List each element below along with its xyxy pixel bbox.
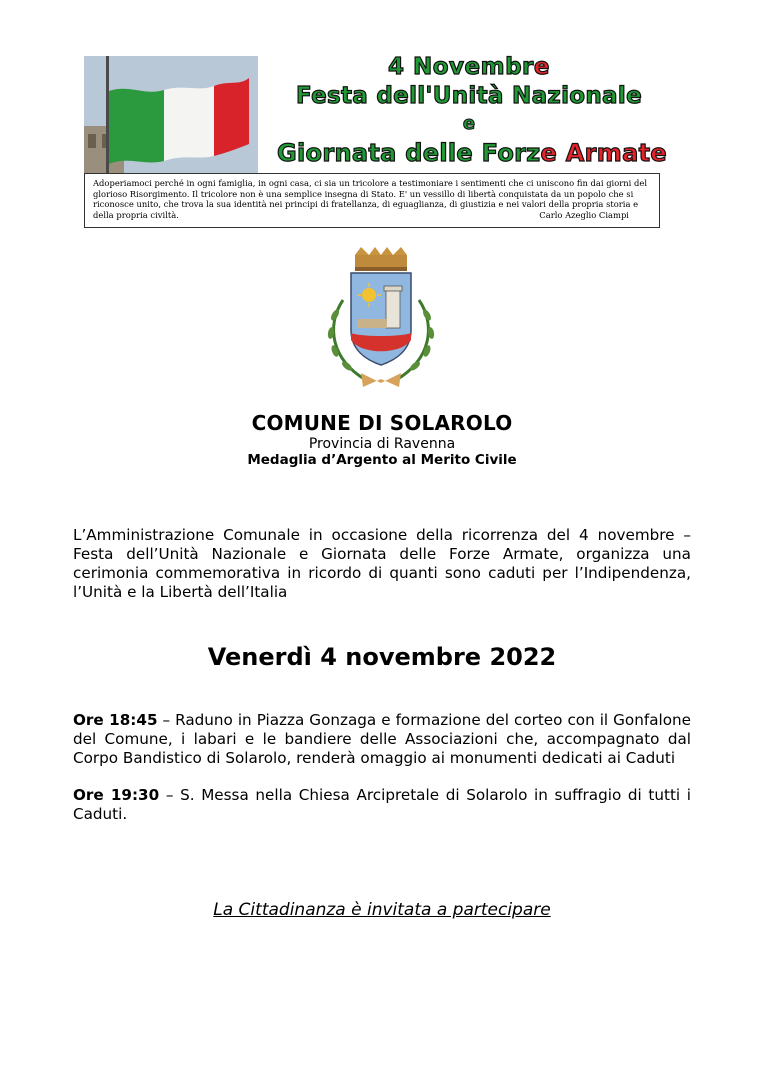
schedule-text: – S. Messa nella Chiesa Arcipretale di Solarolo in suffragio di tutti i Caduti. — [73, 786, 691, 823]
event-date: Venerdì 4 novembre 2022 — [207, 643, 557, 671]
headline-giornata: Giornata delle Forze Armate — [277, 139, 667, 167]
headline — [264, 56, 674, 173]
quote-box — [84, 173, 660, 228]
schedule-item — [73, 786, 691, 824]
medal-honor: Medaglia d’Argento al Merito Civile — [247, 452, 517, 468]
closing-invitation: La Cittadinanza è invitata a partecipare — [213, 900, 551, 920]
quote-text: Adoperiamoci perché in ogni famiglia, in ogni casa, ci sia un tricolore a testimoniare i sentimenti che ci uniscono fin dai giorni del glorioso Risorgimento. Il tricolore non è una semplice insegna di Stato. E' un vessillo di libertà conquistata da un popolo che si riconosce unito, che trova la sua identità nei principi di fratellanza, di eguaglianza, di giustizia e nei valori della propria storia e della propria civiltà. — [93, 178, 648, 220]
header-banner — [84, 54, 667, 230]
schedule-time: Ore 19:30 — [73, 786, 160, 804]
schedule-item — [73, 711, 691, 768]
headline-date: 4 Novembre — [387, 54, 551, 80]
coat-of-arms — [321, 245, 441, 390]
municipality-name: COMUNE DI SOLAROLO — [251, 411, 513, 435]
schedule-time: Ore 18:45 — [73, 711, 158, 729]
quote-author: Carlo Azeglio Ciampi — [539, 210, 629, 220]
province: Provincia di Ravenna — [308, 436, 456, 452]
headline-conjunction: e — [462, 113, 476, 134]
italian-flag-photo — [84, 56, 258, 173]
headline-festa: Festa dell'Unità Nazionale — [296, 83, 642, 109]
schedule-text: – Raduno in Piazza Gonzaga e formazione del corteo con il Gonfalone del Comune, i labari e le bandiere delle Associazioni che, accompagnato dal Corpo Bandistico di Solarolo, renderà omaggio ai monumenti dedicati ai Caduti — [73, 711, 691, 767]
municipality-block — [0, 411, 764, 468]
intro-paragraph: L’Amministrazione Comunale in occasione della ricorrenza del 4 novembre – Festa dell’Unità Nazionale e Giornata delle Forze Armate, organizza una cerimonia commemorativa in ricordo di quanti sono caduti per l’Indipendenza, l’Unità e la Libertà dell’Italia — [73, 526, 691, 601]
